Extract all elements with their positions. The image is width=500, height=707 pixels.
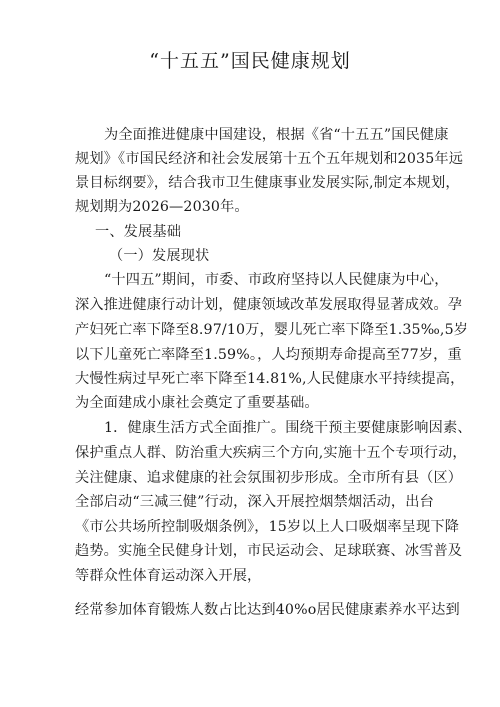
body-line: 趋势。实施全民健身计划，市民运动会、足球联赛、冰雪普及: [75, 543, 463, 559]
body-line: 《市公共场所控制吸烟条例》，15岁以上人口吸烟率呈现下降: [75, 519, 460, 535]
body-line: 等群众性体育运动深入开展，: [75, 568, 262, 584]
body-line: 大慢性病过早死亡率下降至14.81%,人民健康水平持续提高，: [75, 371, 465, 387]
body-line: 全部启动“三减三健”行动，深入开展控烟禁烟活动，出台: [75, 494, 434, 510]
section-heading: 一、发展基础: [95, 224, 182, 240]
body-line: 保护重点人群、防治重大疾病三个方向,实施十五个专项行动，: [75, 445, 467, 461]
body-line: 以下儿童死亡率降至1.59%。，人均预期寿命提高至77岁，重: [75, 347, 462, 363]
body-line: 关注健康、追求健康的社会氛围初步形成。全市所有县（区）: [75, 470, 463, 486]
document-title: “十五五”国民健康规划: [149, 50, 351, 72]
body-line: 为全面推进健康中国建设，根据《省“十五五”国民健康: [104, 127, 449, 143]
subsection-heading: （一）发展现状: [109, 248, 210, 264]
body-line: 景目标纲要》，结合我市卫生健康事业发展实际,制定本规划，: [75, 175, 460, 191]
body-line: 深入推进健康行动计划，健康领域改革发展取得显著成效。孕: [75, 297, 463, 313]
body-line: 1．健康生活方式全面推广。围绕干预主要健康影响因素、: [104, 420, 472, 436]
body-line: 规划期为2026—2030年。: [75, 199, 249, 215]
body-line: “十四五”期间，市委、市政府坚持以人民健康为中心，: [104, 272, 449, 288]
body-line: 产妇死亡率下降至8.97/10万，婴儿死亡率下降至1.35‰,5岁: [75, 322, 469, 338]
body-line: 为全面建成小康社会奠定了重要基础。: [75, 395, 319, 411]
body-line: 规划》《市国民经济和社会发展第十五个五年规划和2035年远: [75, 151, 464, 167]
body-line: 经常参加体育锻炼人数占比达到40%o居民健康素养水平达到: [75, 602, 460, 618]
